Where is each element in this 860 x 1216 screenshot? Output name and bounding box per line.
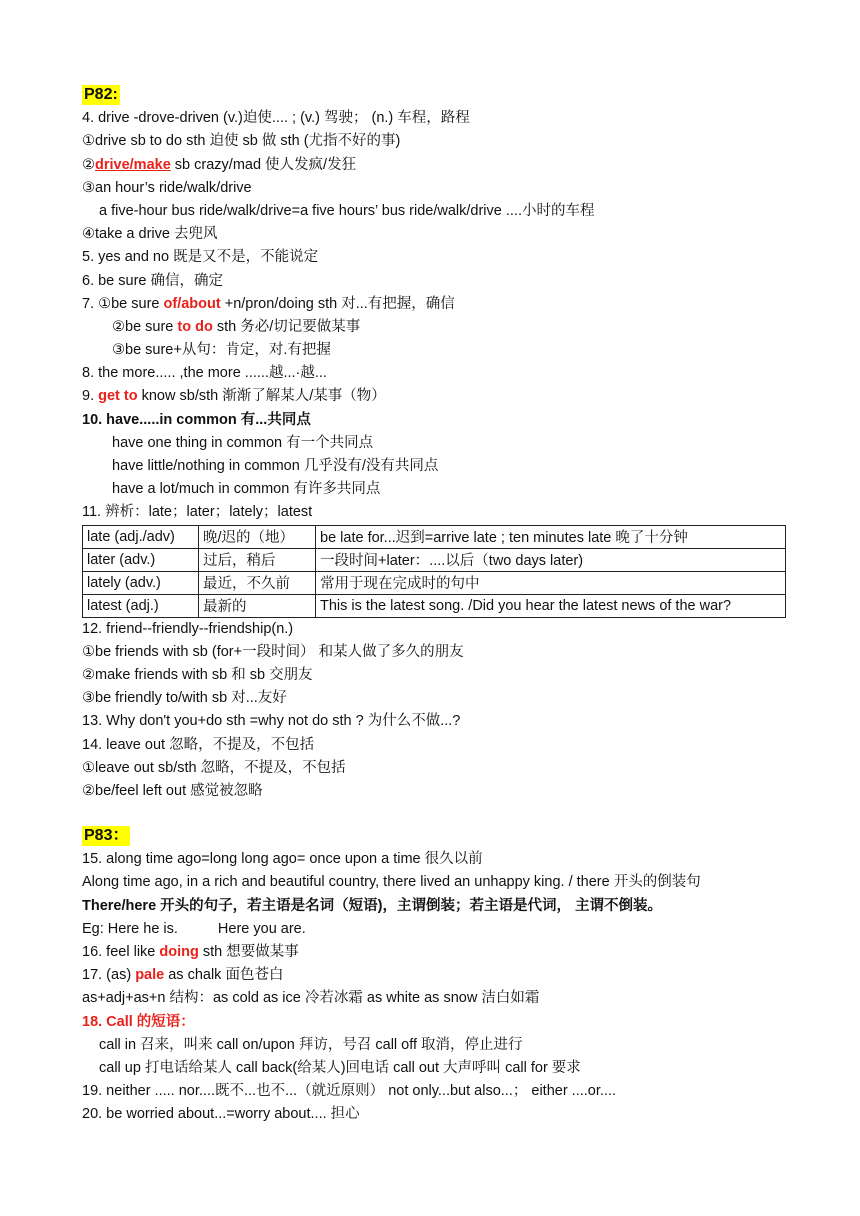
spacer <box>82 803 792 825</box>
item-20: 20. be worried about...=worry about.... 担心 <box>82 1106 360 1123</box>
item-15-example: Along time ago, in a rich and beautiful country, there lived an unhappy king. / there 开头的倒装句 <box>82 874 701 891</box>
item-12-sub3: ③be friendly to/with sb 对...友好 <box>82 690 287 707</box>
table-row <box>83 571 786 594</box>
table-cell: 晚/迟的（地） <box>199 525 316 548</box>
table-cell: 常用于现在完成时的句中 <box>316 571 786 594</box>
item-10-sub1: have one thing in common 有一个共同点 <box>112 434 374 451</box>
table-cell: be late for...迟到=arrive late ; ten minutes late 晚了十分钟 <box>316 525 786 548</box>
item-9: 9. get to know sb/sth 渐渐了解某人/某事（物） <box>82 388 386 405</box>
item-4-sub3: ③an hour’s ride/walk/drive <box>82 179 252 196</box>
item-4-sub2: ②drive/make sb crazy/mad 使人发疯/发狂 <box>82 156 357 173</box>
table-cell: lately (adv.) <box>83 571 199 594</box>
table-row <box>83 548 786 571</box>
item-6: 6. be sure 确信，确定 <box>82 272 224 289</box>
item-15-rule: There/here 开头的句子，若主语是名词（短语)，主谓倒装；若主语是代词， 主谓不倒装。 <box>82 897 663 914</box>
table-cell: 过后，稍后 <box>199 548 316 571</box>
item-4-sub3b: a five-hour bus ride/walk/drive=a five hours’ bus ride/walk/drive ....小时的车程 <box>99 202 595 219</box>
item-5: 5. yes and no 既是又不是，不能说定 <box>82 249 319 266</box>
item-18-sub1: call in 召来，叫来 call on/upon 拜访，号召 call off 取消，停止进行 <box>99 1036 523 1053</box>
item-14: 14. leave out 忽略，不提及，不包括 <box>82 736 315 753</box>
item-8: 8. the more..... ,the more ......越...·越... <box>82 365 327 382</box>
table-cell: late (adj./adv) <box>83 525 199 548</box>
table-cell: 最近，不久前 <box>199 571 316 594</box>
item-13: 13. Why don't you+do sth =why not do sth ? 为什么不做...? <box>82 713 461 730</box>
item-14-sub2: ②be/feel left out 感觉被忽略 <box>82 782 263 799</box>
table-cell: 一段时间+later：....以后（two days later) <box>316 548 786 571</box>
item-19: 19. neither ..... nor....既不...也不...（就近原则） not only...but also...； either ....or.... <box>82 1083 617 1100</box>
item-7c: ③be sure+从句：肯定，对.有把握 <box>112 342 331 359</box>
item-12: 12. friend--friendly--friendship(n.) <box>82 620 294 637</box>
item-12-sub1: ①be friends with sb (for+一段时间） 和某人做了多久的朋友 <box>82 643 464 660</box>
item-4: 4. drive -drove-driven (v.)迫使.... ; (v.) 驾驶； (n.) 车程，路程 <box>82 110 470 127</box>
item-15: 15. along time ago=long long ago= once upon a time 很久以前 <box>82 851 483 868</box>
item-18: 18. Call 的短语： <box>82 1013 195 1030</box>
table-cell: This is the latest song. /Did you hear the latest news of the war? <box>316 594 786 617</box>
item-16: 16. feel like doing sth 想要做某事 <box>82 944 299 960</box>
table-row <box>83 525 786 548</box>
table-cell: latest (adj.) <box>83 594 199 617</box>
item-15-eg: Eg: Here he is. Here you are. <box>82 920 306 937</box>
item-18-sub2: call up 打电话给某人 call back(给某人)回电话 call out 大声呼叫 call for 要求 <box>99 1059 581 1076</box>
section-header-p83: P83： <box>84 827 129 845</box>
table-cell: later (adv.) <box>83 548 199 571</box>
comparison-table <box>82 525 786 618</box>
item-7a: 7. ①be sure of/about +n/pron/doing sth 对...有把握，确信 <box>82 295 455 312</box>
item-17: 17. (as) pale as chalk 面色苍白 <box>82 967 284 984</box>
item-10-sub3: have a lot/much in common 有许多共同点 <box>112 481 381 498</box>
item-4-sub1: ①drive sb to do sth 迫使 sb 做 sth (尤指不好的事) <box>82 133 401 150</box>
item-4-sub4: ④take a drive 去兜风 <box>82 226 218 243</box>
item-10: 10. have.....in common 有...共同点 <box>82 411 311 428</box>
item-7b: ②be sure to do sth 务必/切记要做某事 <box>112 318 361 335</box>
item-10-sub2: have little/nothing in common 几乎没有/没有共同点 <box>112 458 439 474</box>
item-14-sub1: ①leave out sb/sth 忽略，不提及，不包括 <box>82 759 346 776</box>
document-page <box>82 84 792 1127</box>
table-cell: 最新的 <box>199 594 316 617</box>
item-12-sub2: ②make friends with sb 和 sb 交朋友 <box>82 666 313 683</box>
table-row <box>83 594 786 617</box>
section-header-p82: P82: <box>84 86 118 103</box>
item-11: 11. 辨析：late；later；lately；latest <box>82 504 313 521</box>
item-17-sub1: as+adj+as+n 结构：as cold as ice 冷若冰霜 as white as snow 洁白如霜 <box>82 990 540 1007</box>
